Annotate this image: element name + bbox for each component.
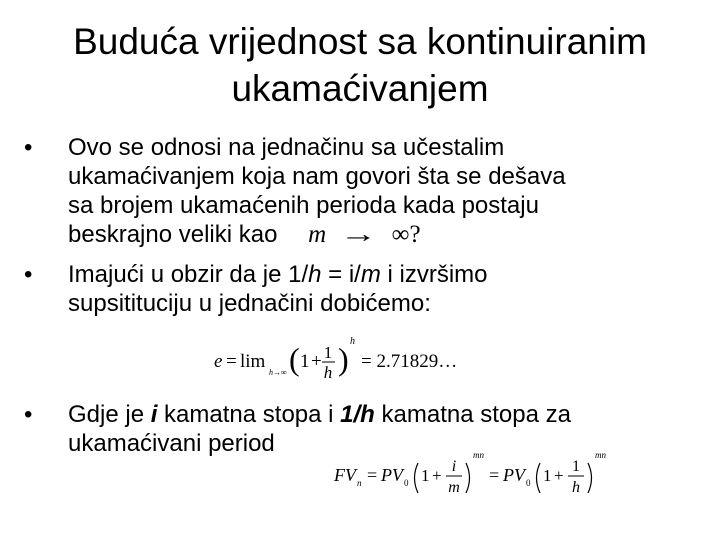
future-value-formula xyxy=(332,447,617,505)
slide-title-line-1: Buduća vrijednost sa kontinuiranim xyxy=(73,21,647,62)
lim-subscript: h→∞ xyxy=(269,368,287,377)
arrow-symbol: → xyxy=(340,221,378,248)
pv-subscript-2: 0 xyxy=(526,478,531,488)
bullet-3-dot: • xyxy=(24,401,33,428)
bullet-1-line-3: sa brojem ukamaćenih perioda kada postaju xyxy=(68,192,539,219)
bullet-2-text-c: i izvršimo xyxy=(380,261,488,288)
bullet-1-dot: • xyxy=(24,134,33,161)
plus-sign: + xyxy=(311,351,322,372)
plus-1: + xyxy=(432,466,442,485)
pv-symbol-2: PV xyxy=(503,465,525,485)
bullet-2-dot: • xyxy=(24,261,33,288)
bullet-1-line-2: ukamaćivanjem koja nam govori šta se dešava xyxy=(68,163,566,190)
pv-subscript-1: 0 xyxy=(404,478,409,488)
close-paren-1 xyxy=(466,463,470,493)
equals-sign: = xyxy=(226,351,237,372)
open-paren-1 xyxy=(415,463,419,493)
bullet-1-line-4-text: beskrajno veliki kao xyxy=(68,221,278,248)
pv-symbol-1: PV xyxy=(381,465,403,485)
slide-title-line-2: ukamaćivanjem xyxy=(231,68,489,109)
one-1: 1 xyxy=(421,466,430,485)
fraction-1-numerator: i xyxy=(451,458,457,475)
bullet-3-i-var: i xyxy=(150,401,158,428)
exponent-2: mn xyxy=(595,450,606,460)
exponent: h xyxy=(350,336,355,347)
fv-subscript: n xyxy=(357,478,362,488)
bullet-3-text-b: kamatna stopa i xyxy=(157,401,341,428)
slide-title xyxy=(0,18,720,112)
infinity-question: ∞? xyxy=(391,221,421,248)
bullet-3-text-c: kamatna stopa za xyxy=(374,401,571,428)
exponent-1: mn xyxy=(473,450,484,460)
bullet-2-text xyxy=(68,260,488,318)
one: 1 xyxy=(300,351,310,372)
euler-limit-formula xyxy=(210,333,465,385)
fraction-denominator: h xyxy=(323,363,333,382)
plus-2: + xyxy=(554,466,564,485)
bullet-1-line-4 xyxy=(68,220,566,249)
equals-1: = xyxy=(367,465,378,485)
bullet-1-text xyxy=(68,133,566,249)
lim-operator: lim xyxy=(240,351,266,372)
bullet-2-line-1 xyxy=(68,260,488,289)
bullet-2-m-var: m xyxy=(360,261,381,288)
open-paren-2 xyxy=(537,463,541,493)
fraction-numerator: 1 xyxy=(323,343,333,362)
m-to-infinity-formula xyxy=(308,221,420,248)
bullet-3-text-a: Gdje je xyxy=(68,401,151,428)
equals-2: = xyxy=(489,465,500,485)
bullet-2-line-2: supsitituciju u jednačini dobićemo: xyxy=(68,290,431,317)
fraction-2-denominator: h xyxy=(572,479,580,496)
bullet-2-text-b: = i/ xyxy=(321,261,361,288)
result-value: = 2.71829… xyxy=(361,351,458,372)
close-paren: ) xyxy=(338,341,349,377)
bullet-1-line-1: Ovo se odnosi na jednačinu sa učestalim xyxy=(68,134,505,161)
one-2: 1 xyxy=(543,466,552,485)
fv-symbol: FV xyxy=(334,465,356,485)
fraction-2-numerator: 1 xyxy=(572,458,580,475)
bullet-2-text-a: Imajući u obzir da je 1/ xyxy=(68,261,309,288)
m-variable: m xyxy=(308,221,327,248)
bullet-3-line-1 xyxy=(68,400,571,429)
close-paren-2 xyxy=(588,463,592,493)
bullet-3-line-2: ukamaćivani period xyxy=(68,430,275,457)
open-paren: ( xyxy=(289,341,300,377)
e-symbol: e xyxy=(214,351,223,372)
bullet-2-h-var: h xyxy=(308,261,322,288)
fraction-1-denominator: m xyxy=(448,479,460,496)
bullet-3-h-var: 1/h xyxy=(340,401,375,428)
